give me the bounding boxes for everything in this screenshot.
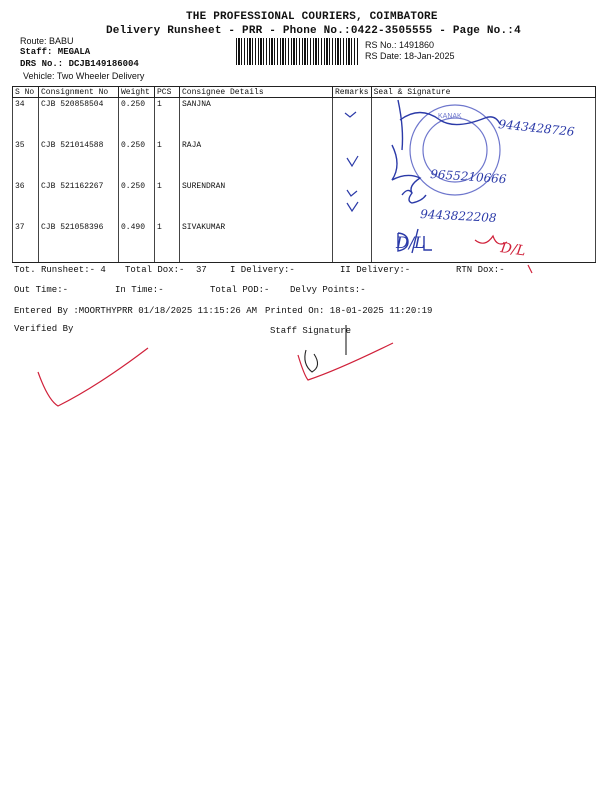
tot-runsheet: Tot. Runsheet:- 4 bbox=[14, 265, 106, 275]
cell-consignment: CJB 521162267 bbox=[39, 180, 119, 221]
route-label: Route: BABU bbox=[20, 36, 74, 46]
cell-remarks bbox=[333, 221, 372, 263]
table-row bbox=[13, 221, 596, 263]
total-pod: Total POD:- bbox=[210, 285, 270, 295]
col-weight: Weight bbox=[119, 87, 155, 98]
cell-pcs: 1 bbox=[155, 98, 180, 140]
i-delivery: I Delivery:- bbox=[230, 265, 295, 275]
rtn-dox: RTN Dox:- bbox=[456, 265, 505, 275]
cell-signature bbox=[371, 221, 595, 263]
vehicle-label: Vehicle: Two Wheeler Delivery bbox=[23, 71, 145, 81]
staff-label: Staff: MEGALA bbox=[20, 47, 91, 57]
total-dox-value: 37 bbox=[196, 265, 207, 275]
cell-pcs: 1 bbox=[155, 180, 180, 221]
cell-consignee: SIVAKUMAR bbox=[180, 221, 333, 263]
rs-number: RS No.: 1491860 bbox=[365, 40, 435, 50]
red-dl-note: D/L bbox=[499, 240, 527, 260]
svg-text:KANAK: KANAK bbox=[438, 113, 462, 120]
cell-pcs: 1 bbox=[155, 221, 180, 263]
col-pcs: PCS bbox=[155, 87, 180, 98]
staff-signature-red bbox=[298, 343, 393, 380]
cell-weight: 0.250 bbox=[119, 180, 155, 221]
table-header-row bbox=[13, 87, 596, 98]
cell-consignee: RAJA bbox=[180, 139, 333, 180]
total-dox-label: Total Dox:- bbox=[125, 265, 185, 275]
cell-consignment: CJB 521014588 bbox=[39, 139, 119, 180]
cell-remarks bbox=[333, 98, 372, 140]
cell-sno: 34 bbox=[13, 98, 39, 140]
cell-remarks bbox=[333, 139, 372, 180]
cell-remarks bbox=[333, 180, 372, 221]
col-consignee: Consignee Details bbox=[180, 87, 333, 98]
runsheet-table bbox=[12, 86, 596, 263]
cell-sno: 37 bbox=[13, 221, 39, 263]
cell-consignee: SANJNA bbox=[180, 98, 333, 140]
company-name: THE PROFESSIONAL COURIERS, COIMBATORE bbox=[186, 11, 438, 23]
col-seal-signature: Seal & Signature bbox=[371, 87, 595, 98]
cell-weight: 0.250 bbox=[119, 139, 155, 180]
col-remarks: Remarks bbox=[333, 87, 372, 98]
rs-date: RS Date: 18-Jan-2025 bbox=[365, 51, 455, 61]
handwritten-phone-1: 9443428726 bbox=[497, 117, 576, 139]
cell-weight: 0.490 bbox=[119, 221, 155, 263]
cell-signature bbox=[371, 98, 595, 140]
cell-sno: 35 bbox=[13, 139, 39, 180]
out-time: Out Time:- bbox=[14, 285, 69, 295]
cell-signature bbox=[371, 180, 595, 221]
table-row bbox=[13, 98, 596, 140]
handwritten-phone-3: 9443822208 bbox=[419, 207, 497, 225]
cell-consignment: CJB 520858504 bbox=[39, 98, 119, 140]
verified-signature bbox=[38, 348, 148, 406]
cell-consignee: SURENDRAN bbox=[180, 180, 333, 221]
red-dash bbox=[528, 265, 532, 273]
cell-weight: 0.250 bbox=[119, 98, 155, 140]
cell-sno: 36 bbox=[13, 180, 39, 221]
cell-signature bbox=[371, 139, 595, 180]
runsheet-title: Delivery Runsheet - PRR - Phone No.:0422-3505555 - Page No.:4 bbox=[106, 25, 521, 37]
table-row bbox=[13, 180, 596, 221]
col-consignment: Consignment No bbox=[39, 87, 119, 98]
handwritten-dl-note: D/L bbox=[396, 233, 425, 252]
barcode-image bbox=[236, 38, 358, 65]
cell-pcs: 1 bbox=[155, 139, 180, 180]
entered-by: Entered By :MOORTHYPRR 01/18/2025 11:15:26 AM bbox=[14, 306, 258, 316]
in-time: In Time:- bbox=[115, 285, 164, 295]
printed-on: Printed On: 18-01-2025 11:20:19 bbox=[265, 306, 433, 316]
table-row bbox=[13, 139, 596, 180]
drs-number: DRS No.: DCJB149186004 bbox=[20, 59, 139, 69]
ii-delivery: II Delivery:- bbox=[340, 265, 411, 275]
staff-signature-label: Staff Signature bbox=[270, 326, 352, 336]
verified-by: Verified By bbox=[14, 324, 74, 334]
delvy-points: Delvy Points:- bbox=[290, 285, 366, 295]
col-sno: S No bbox=[13, 87, 39, 98]
handwritten-phone-2: 9655210666 bbox=[429, 167, 507, 187]
cell-consignment: CJB 521058396 bbox=[39, 221, 119, 263]
